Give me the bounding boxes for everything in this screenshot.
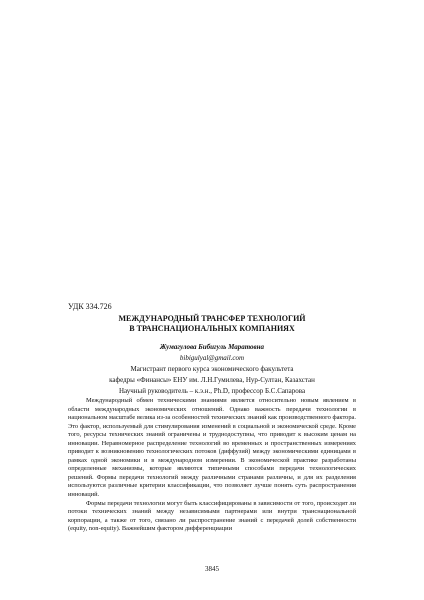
udk-code: УДК 334.726 — [68, 302, 112, 311]
title-line: В ТРАНСНАЦИОНАЛЬНЫХ КОМПАНИЯХ — [129, 324, 295, 333]
author-affiliation: Магистрант первого курса экономического факультета — [130, 365, 294, 373]
body-paragraph: Формы передачи технологии могут быть классифицированы в зависимости от того, происходят ли потоки технических знаний между независимыми партнерами или внутри транснациональной корпорации, а также от того, связано ли распространение знаний с передачей долей собственности (equity, non-equity). Важнейшим фактором дифференциации — [68, 499, 356, 533]
body-paragraph: Международный обмен техническими знаниями является относительно новым явлением в области международных экономических отношений. Однако важность передачи технологии в национальном масштабе велика из-за особенностей технических знаний как производственного фактора. Это фактор, используемый для стимулирования изменений в социальной и экономической среде. Кроме того, ресурсы технических знаний ограничены и труднодоступны, что приводит к высоким ценам на инновации. Неравномерное распределение технологий во временных и пространственных измерениях приводит к возникновению технологических потоков (диффузий) между экономическими единицами в рамках одной экономики и в международном измерении. В экономической практике разработаны определенные механизмы, которые являются типичными способами передачи технологических решений. Формы передачи технологий между различными странами различны, и для их разделения используются различные критерии классификации, что позволяет лучше понять суть распространения инноваций. — [68, 397, 356, 499]
article-body — [68, 397, 356, 534]
article-title — [68, 314, 356, 334]
page-number: 3845 — [205, 565, 219, 573]
supervisor-line: Научный руководитель – к.э.н., Ph.D, профессор Б.С.Сапарова — [118, 387, 306, 395]
author-block — [68, 342, 356, 397]
author-email: bibigulyal@gmail.com — [179, 354, 245, 362]
author-name: Жумагулова Бибигуль Маратовна — [159, 343, 265, 351]
title-line: МЕЖДУНАРОДНЫЙ ТРАНСФЕР ТЕХНОЛОГИЙ — [118, 314, 306, 323]
author-department: кафедры «Финансы» ЕНУ им. Л.Н.Гумилева, Нур-Султан, Казахстан — [109, 376, 315, 384]
